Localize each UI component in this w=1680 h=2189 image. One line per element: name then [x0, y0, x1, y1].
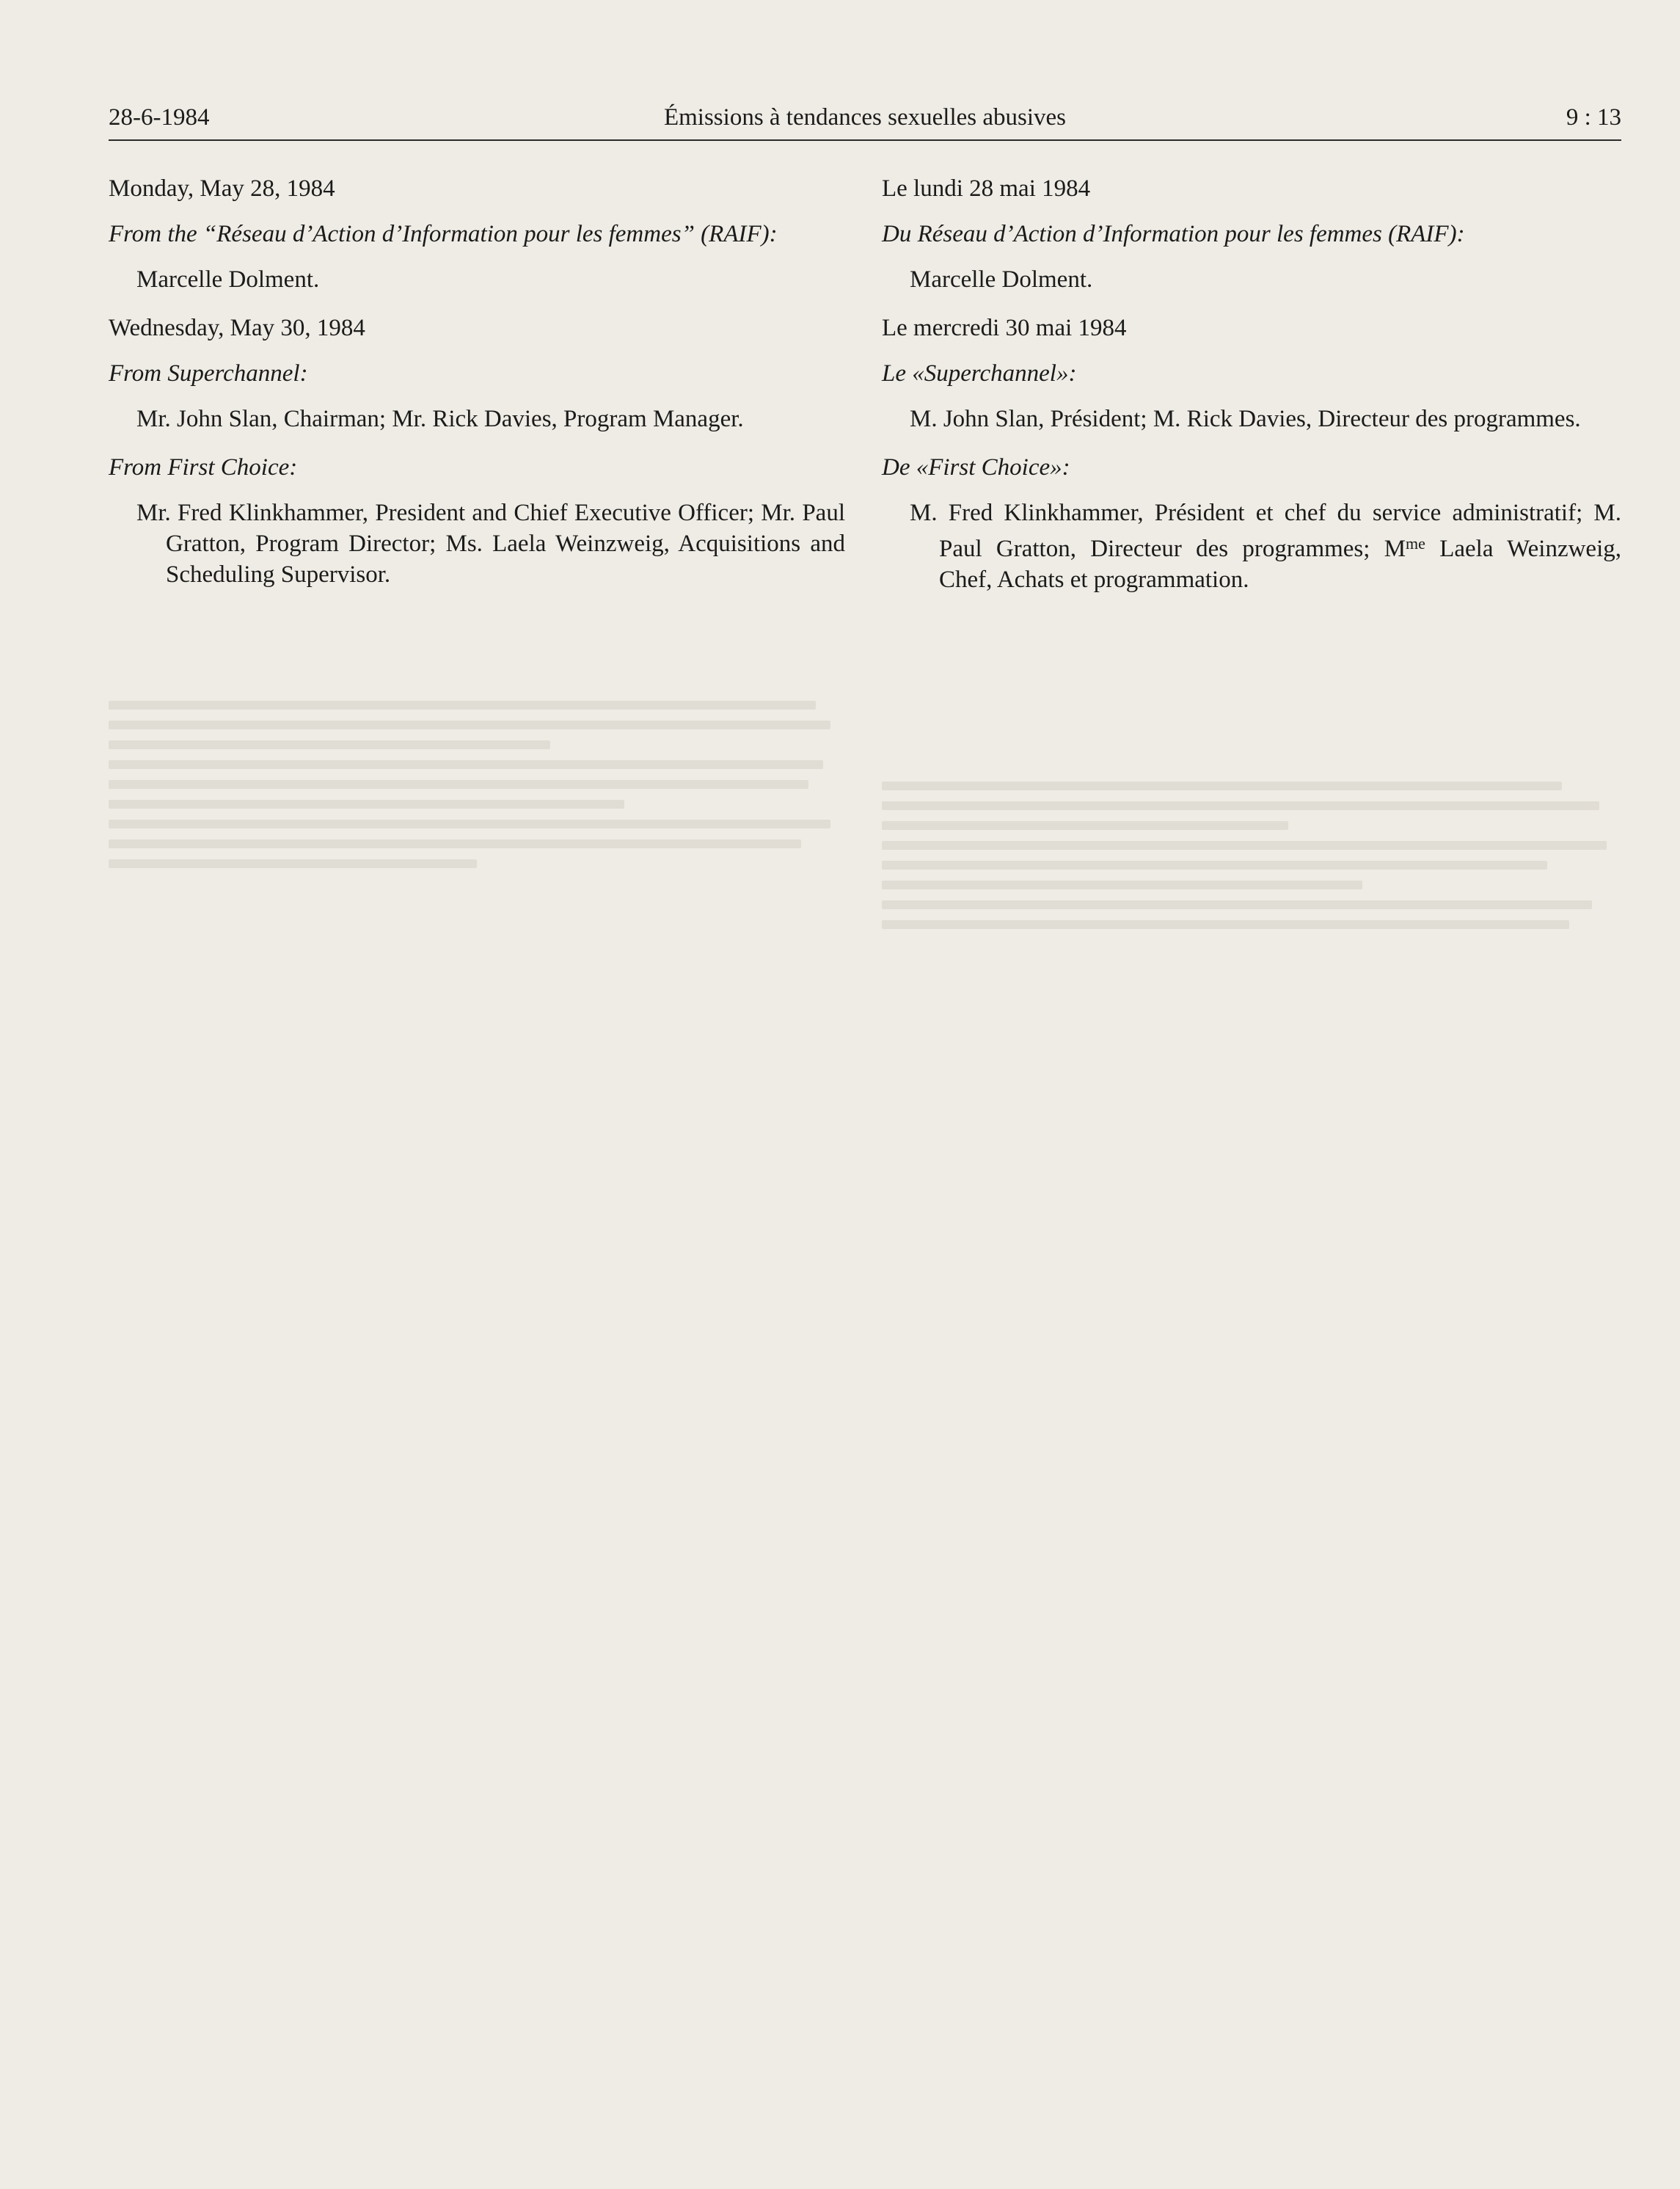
organization-first-choice: From First Choice:: [109, 454, 298, 481]
meeting-date-lundi: Le lundi 28 mai 1984: [882, 175, 1091, 202]
header-date: 28-6-1984: [109, 104, 210, 131]
organisation-first-choice: De «First Choice»:: [882, 454, 1070, 481]
english-column: [109, 173, 845, 608]
organisation-raif: Du Réseau d’Action d’Information pour les femmes (RAIF):: [882, 221, 1465, 247]
show-through-right: [882, 771, 1621, 940]
witness-superchannel: Mr. John Slan, Chairman; Mr. Rick Davies, Program Manager.: [136, 406, 744, 432]
french-column: [882, 173, 1621, 613]
meeting-date-monday: Monday, May 28, 1984: [109, 175, 335, 202]
header-page-number: 9 : 13: [1566, 104, 1621, 131]
header-rule: [109, 139, 1621, 141]
organization-superchannel: From Superchannel:: [109, 360, 308, 387]
temoin-first-choice-part1: M. Fred Klinkhammer, Président et chef du service administratif; M. Paul Gratton, Directeur des programmes; M: [910, 500, 1621, 562]
organization-raif: From the “Réseau d’Action d’Information pour les femmes” (RAIF):: [109, 221, 778, 247]
show-through-left: [109, 690, 845, 879]
header-title: Émissions à tendances sexuelles abusives: [663, 104, 1067, 131]
meeting-date-mercredi: Le mercredi 30 mai 1984: [882, 315, 1127, 341]
temoin-first-choice-superscript: me: [1406, 534, 1425, 553]
organisation-superchannel: Le «Superchannel»:: [882, 360, 1077, 387]
temoin-raif: Marcelle Dolment.: [910, 266, 1093, 293]
temoin-superchannel: M. John Slan, Président; M. Rick Davies, Directeur des programmes.: [910, 406, 1581, 432]
temoin-first-choice-part2: Laela Weinzweig, Chef, Achats et programmation.: [939, 536, 1621, 593]
witness-first-choice: Mr. Fred Klinkhammer, President and Chief Executive Officer; Mr. Paul Gratton, Program Director; Ms. Laela Weinzweig, Acquisitions and Scheduling Supervisor.: [136, 500, 845, 588]
meeting-date-wednesday: Wednesday, May 30, 1984: [109, 315, 365, 341]
witness-raif: Marcelle Dolment.: [136, 266, 320, 293]
running-header: [109, 104, 1621, 141]
temoin-first-choice: [882, 498, 1621, 595]
